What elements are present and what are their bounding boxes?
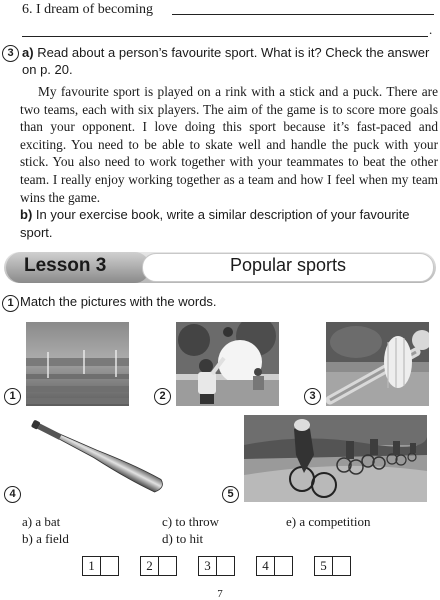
option-e: e) a competition [286, 514, 371, 529]
answer-number-box: 5 [314, 556, 333, 576]
option-a: a) a bat [22, 514, 61, 529]
answer-pair-1 [82, 556, 119, 576]
sport-description-paragraph: My favourite sport is played on a rink with a stick and a puck. There are two teams, each with six players. The aim of the game is to score more goals than your opponent. I love doing this sport because it’s fast-paced and exciting. You need to be able to skate well and handle the puck with your stick. You also need to work together with your teammates to beat the other team. I really enjoy working together as a team and how I feel when my team wins the game. [20, 84, 438, 205]
picture-number-3: 3 [304, 388, 321, 405]
exercise-3-number: 3 [2, 45, 19, 62]
exercise-1-number: 1 [2, 295, 19, 312]
answer-input-box[interactable] [101, 556, 119, 576]
page-number: 7 [217, 588, 223, 600]
option-b: b) a field [22, 531, 69, 546]
answer-number-box: 3 [198, 556, 217, 576]
answer-input-box[interactable] [275, 556, 293, 576]
picture-throwing [176, 322, 279, 406]
answer-pair-2 [140, 556, 177, 576]
lesson-title: Popular sports [229, 255, 347, 275]
part-a-label: a) [22, 45, 34, 60]
answer-number-box: 2 [140, 556, 159, 576]
part-a-text: Read about a person’s favourite sport. What is it? Check the answer on p. 20. [22, 45, 430, 77]
picture-competition [244, 415, 427, 502]
answer-pair-5 [314, 556, 351, 576]
answer-input-box[interactable] [159, 556, 177, 576]
picture-number-5: 5 [222, 486, 239, 503]
picture-bat [24, 418, 174, 498]
answer-input-box[interactable] [217, 556, 235, 576]
part-b-label: b) [20, 207, 33, 222]
answer-input-box[interactable] [333, 556, 351, 576]
option-d: d) to hit [162, 531, 204, 546]
question-6: 6. I dream of becoming [22, 2, 154, 17]
answer-line-6-continued[interactable] [22, 36, 428, 37]
lesson-label: Lesson 3 [24, 255, 107, 276]
part-b-text: In your exercise book, write a similar description of your favourite sport. [20, 207, 410, 240]
picture-number-1: 1 [4, 388, 21, 405]
picture-number-2: 2 [154, 388, 171, 405]
answer-number-box: 1 [82, 556, 101, 576]
exercise-3b-instruction [20, 206, 438, 242]
picture-hitting [326, 322, 429, 406]
answer-boxes [82, 556, 372, 576]
line-end-dot: . [429, 22, 433, 37]
answer-pair-4 [256, 556, 293, 576]
exercise-3a-instruction [22, 44, 436, 78]
picture-field [26, 322, 129, 406]
exercise-1-instruction: Match the pictures with the words. [20, 294, 217, 309]
picture-number-4: 4 [4, 486, 21, 503]
answer-line-6[interactable] [172, 14, 434, 15]
answer-number-box: 4 [256, 556, 275, 576]
answer-pair-3 [198, 556, 235, 576]
option-c: c) to throw [162, 514, 220, 529]
